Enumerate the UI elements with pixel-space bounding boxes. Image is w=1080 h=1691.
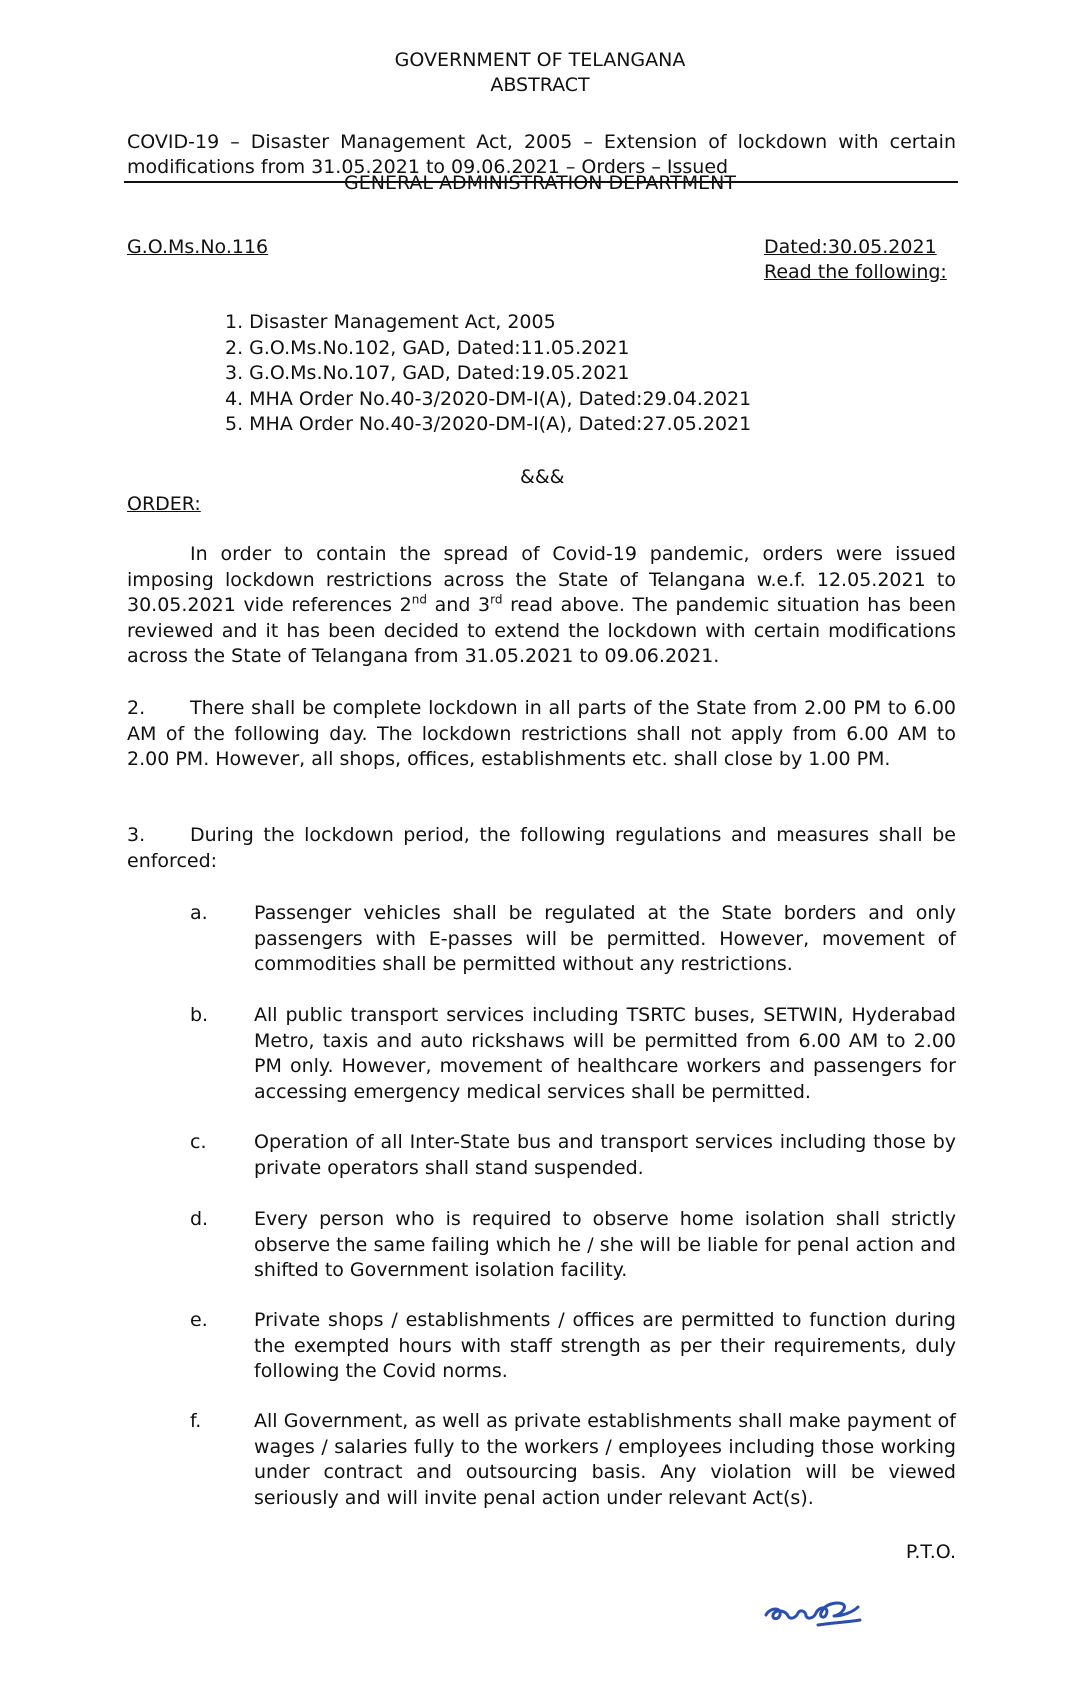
para3-text: During the lockdown period, the following regulations and measures shall be enforced: — [127, 824, 956, 872]
reference-item: 5. MHA Order No.40-3/2020-DM-I(A), Dated:27.05.2021 — [225, 413, 752, 435]
reference-item: 1. Disaster Management Act, 2005 — [225, 311, 556, 333]
measure-text: Passenger vehicles shall be regulated at the State borders and only passengers with E-passes will be permitted. However, movement of commodities shall be permitted without any restrictions. — [254, 902, 956, 975]
measure-text: Private shops / establishments / offices are permitted to function during the exempted hours with staff strength as per their requirements, duly following the Covid norms. — [254, 1309, 956, 1382]
measure-letter: d. — [190, 1208, 209, 1230]
measure-letter: b. — [190, 1004, 209, 1026]
measure-letter: a. — [190, 902, 208, 924]
measure-letter: f. — [190, 1410, 202, 1432]
government-heading: GOVERNMENT OF TELANGANA — [394, 49, 686, 71]
signature-stroke — [766, 1603, 860, 1625]
measure-text: All public transport services including TSRTC buses, SETWIN, Hyderabad Metro, taxis and auto rickshaws will be permitted from 6.00 AM to 2.00 PM only. However, movement of healthcare workers and passengers for accessing emergency medical services shall be permitted. — [254, 1004, 956, 1103]
reference-item: 4. MHA Order No.40-3/2020-DM-I(A), Dated:29.04.2021 — [225, 387, 752, 410]
para2-text: There shall be complete lockdown in all parts of the State from 2.00 PM to 6.00 AM of the following day. The lockdown restrictions shall not apply from 6.00 AM to 2.00 PM. However, all shops, offices, establishments etc. shall close by 1.00 PM. — [127, 697, 956, 770]
reference-list — [225, 310, 751, 438]
order-heading: ORDER: — [127, 493, 201, 515]
separator-mark: &&& — [520, 466, 565, 488]
reference-item: 2. G.O.Ms.No.102, GAD, Dated:11.05.2021 — [225, 336, 630, 359]
para2-number: 2. — [127, 697, 146, 719]
measure-text: All Government, as well as private establishments shall make payment of wages / salaries fully to the workers / employees including those working under contract and outsourcing basis. Any violation will be viewed seriously and will invite penal action under relevant Act(s). — [254, 1410, 956, 1509]
measure-text: Operation of all Inter-State bus and transport services including those by private operators shall stand suspended. — [254, 1131, 956, 1179]
order-paragraph-2 — [127, 696, 956, 773]
measure-letter: e. — [190, 1309, 208, 1331]
para1-text-b: and 3 — [426, 594, 491, 616]
order-paragraph-3 — [127, 823, 956, 874]
go-date: Dated:30.05.2021 — [764, 236, 937, 258]
reference-item: 3. G.O.Ms.No.107, GAD, Dated:19.05.2021 — [225, 362, 630, 384]
go-date-block — [764, 235, 947, 285]
para3-number: 3. — [127, 824, 146, 846]
para1-text-a: In order to contain the spread of Covid-19 pandemic, orders were issued imposing lockdown restrictions across the State of Telangana w.e.f. 12.05.2021 to 30.05.2021 vide references 2 — [127, 543, 956, 616]
department-heading: GENERAL ADMINISTRATION DEPARTMENT — [344, 172, 736, 194]
read-following: Read the following: — [764, 261, 947, 283]
para1-text-c: read above. The pandemic situation has been reviewed and it has been decided to extend the lockdown with certain modifications across the State of Telangana from 31.05.2021 to 09.06.2021. — [127, 594, 957, 667]
para1-sup-a: nd — [411, 592, 427, 607]
signature-image — [760, 1585, 890, 1635]
measure-text: Every person who is required to observe home isolation shall strictly observe the same failing which he / she will be liable for penal action and shifted to Government isolation facility. — [254, 1208, 956, 1281]
go-number: G.O.Ms.No.116 — [127, 236, 269, 258]
para1-sup-b: rd — [490, 592, 503, 607]
pto-mark: P.T.O. — [905, 1541, 956, 1563]
measure-letter: c. — [190, 1131, 207, 1153]
abstract-heading: ABSTRACT — [490, 74, 590, 96]
order-paragraph-1 — [127, 542, 956, 670]
subject-line: COVID-19 – Disaster Management Act, 2005 – Extension of lockdown with certain modifications from 31.05.2021 to 09.06.2021 – Orders – Issued — [127, 131, 956, 178]
